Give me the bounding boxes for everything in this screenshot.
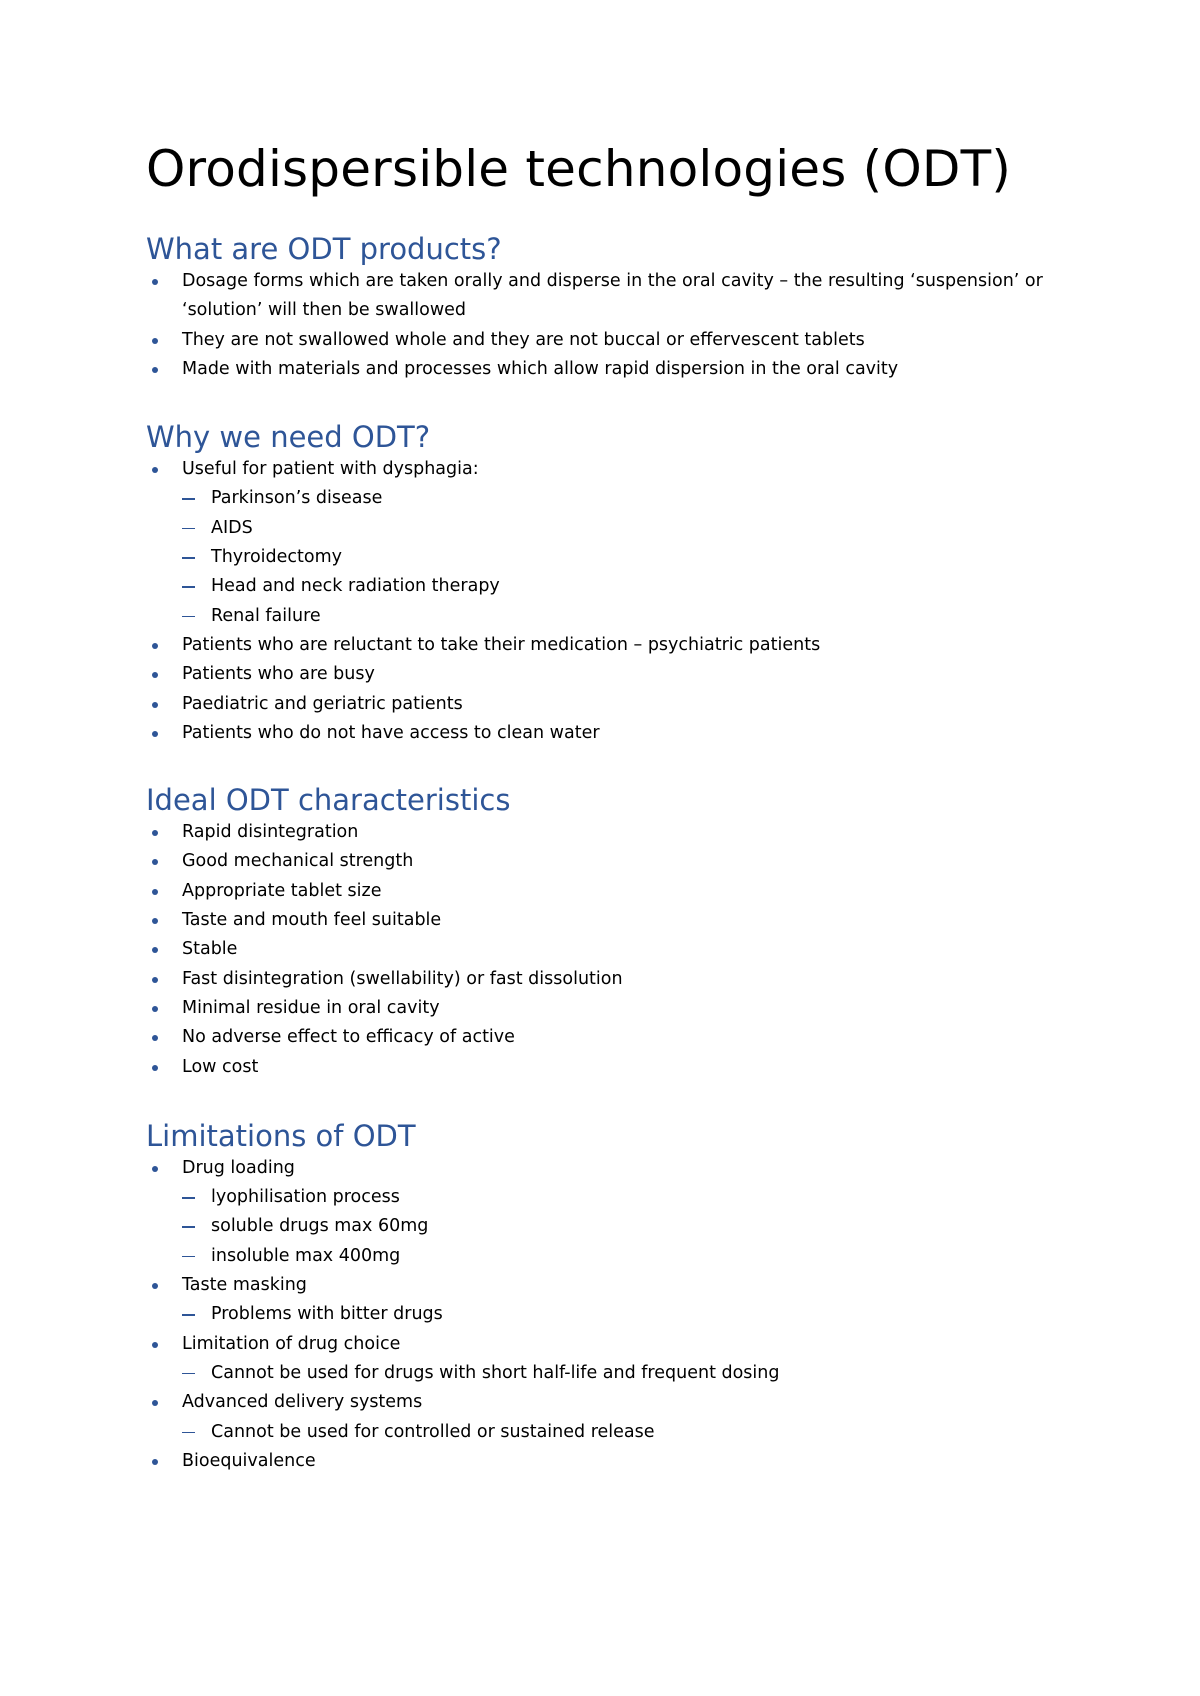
sub-item bbox=[182, 514, 1066, 543]
bullet-item bbox=[146, 690, 1066, 719]
bullet-item bbox=[146, 660, 1066, 689]
sub-item-text: Head and neck radiation therapy bbox=[211, 576, 500, 597]
bullet-text: Drug loading bbox=[182, 1157, 295, 1178]
bullet-item bbox=[146, 455, 1066, 631]
sub-item bbox=[182, 572, 1066, 601]
bullet-text: Dosage forms which are taken orally and disperse in the oral cavity – the resulting ‘suspension’ or ‘solution’ will then be swallowed bbox=[182, 271, 1043, 321]
bullet-list bbox=[146, 455, 1066, 748]
bullet-text: Advanced delivery systems bbox=[182, 1392, 423, 1413]
sub-item-text: AIDS bbox=[211, 517, 253, 538]
bullet-dot-icon bbox=[152, 1166, 158, 1172]
bullet-text: Good mechanical strength bbox=[182, 851, 414, 872]
bullet-text: Stable bbox=[182, 939, 238, 960]
sub-item bbox=[182, 1242, 1066, 1271]
bullet-item bbox=[146, 1271, 1066, 1330]
bullet-item bbox=[146, 906, 1066, 935]
sub-item bbox=[182, 1212, 1066, 1241]
bullet-text: They are not swallowed whole and they are not buccal or effervescent tablets bbox=[182, 329, 865, 350]
bullet-text: Appropriate tablet size bbox=[182, 880, 382, 901]
bullet-dot-icon bbox=[152, 338, 158, 344]
section-heading: What are ODT products? bbox=[146, 232, 502, 266]
bullet-item bbox=[146, 1447, 1066, 1476]
bullet-dot-icon bbox=[152, 467, 158, 473]
sub-item bbox=[182, 1359, 1066, 1388]
bullet-item bbox=[146, 631, 1066, 660]
sub-item bbox=[182, 484, 1066, 513]
sub-item-text: insoluble max 400mg bbox=[211, 1245, 401, 1266]
bullet-dot-icon bbox=[152, 731, 158, 737]
bullet-item bbox=[146, 326, 1066, 355]
sub-item bbox=[182, 1418, 1066, 1447]
bullet-item bbox=[146, 355, 1066, 384]
bullet-list bbox=[146, 1154, 1066, 1476]
bullet-text: No adverse effect to efficacy of active bbox=[182, 1027, 515, 1048]
sub-item-text: Parkinson’s disease bbox=[211, 488, 383, 509]
bullet-item bbox=[146, 1330, 1066, 1389]
bullet-dot-icon bbox=[152, 889, 158, 895]
bullet-list bbox=[146, 267, 1066, 384]
bullet-list bbox=[146, 818, 1066, 1082]
sub-list bbox=[182, 1418, 1066, 1447]
bullet-dot-icon bbox=[152, 918, 158, 924]
sub-item-text: Cannot be used for controlled or sustained release bbox=[211, 1421, 655, 1442]
sub-item bbox=[182, 543, 1066, 572]
bullet-text: Limitation of drug choice bbox=[182, 1333, 401, 1354]
sub-list bbox=[182, 484, 1066, 630]
bullet-dot-icon bbox=[152, 1400, 158, 1406]
bullet-text: Low cost bbox=[182, 1056, 259, 1077]
sub-item bbox=[182, 1300, 1066, 1329]
section-heading: Limitations of ODT bbox=[146, 1118, 416, 1153]
bullet-dot-icon bbox=[152, 1035, 158, 1041]
sub-item bbox=[182, 602, 1066, 631]
bullet-dot-icon bbox=[152, 367, 158, 373]
dash-icon bbox=[182, 1197, 195, 1199]
section-heading: Ideal ODT characteristics bbox=[146, 783, 511, 818]
bullet-text: Bioequivalence bbox=[182, 1450, 316, 1471]
section-1 bbox=[146, 231, 1066, 384]
bullet-item bbox=[146, 1053, 1066, 1082]
sub-item-text: Problems with bitter drugs bbox=[211, 1304, 443, 1325]
bullet-dot-icon bbox=[152, 1459, 158, 1465]
sub-item-text: lyophilisation process bbox=[211, 1187, 400, 1208]
section-2 bbox=[146, 419, 1066, 748]
bullet-item bbox=[146, 935, 1066, 964]
bullet-item bbox=[146, 1023, 1066, 1052]
bullet-text: Paediatric and geriatric patients bbox=[182, 693, 463, 714]
bullet-item bbox=[146, 1154, 1066, 1271]
bullet-dot-icon bbox=[152, 672, 158, 678]
sub-list bbox=[182, 1183, 1066, 1271]
bullet-dot-icon bbox=[152, 643, 158, 649]
bullet-item bbox=[146, 1388, 1066, 1447]
sub-item bbox=[182, 1183, 1066, 1212]
bullet-text: Made with materials and processes which allow rapid dispersion in the oral cavity bbox=[182, 358, 899, 379]
document-title: Orodispersible technologies (ODT) bbox=[146, 140, 1012, 198]
sub-item-text: Cannot be used for drugs with short half-life and frequent dosing bbox=[211, 1362, 780, 1383]
bullet-text: Patients who do not have access to clean water bbox=[182, 722, 600, 743]
bullet-text: Rapid disintegration bbox=[182, 822, 359, 843]
bullet-text: Minimal residue in oral cavity bbox=[182, 997, 440, 1018]
document-body bbox=[146, 231, 1066, 1476]
section-3 bbox=[146, 782, 1066, 1082]
bullet-dot-icon bbox=[152, 1065, 158, 1071]
bullet-dot-icon bbox=[152, 702, 158, 708]
dash-icon bbox=[182, 616, 195, 618]
bullet-dot-icon bbox=[152, 279, 158, 285]
dash-icon bbox=[182, 1256, 195, 1258]
bullet-item bbox=[146, 847, 1066, 876]
bullet-dot-icon bbox=[152, 1006, 158, 1012]
dash-icon bbox=[182, 1314, 195, 1316]
bullet-item bbox=[146, 818, 1066, 847]
dash-icon bbox=[182, 528, 195, 530]
bullet-text: Patients who are busy bbox=[182, 664, 375, 685]
bullet-text: Fast disintegration (swellability) or fast dissolution bbox=[182, 968, 623, 989]
bullet-item bbox=[146, 267, 1066, 326]
bullet-dot-icon bbox=[152, 947, 158, 953]
dash-icon bbox=[182, 1432, 195, 1434]
bullet-item bbox=[146, 994, 1066, 1023]
bullet-dot-icon bbox=[152, 830, 158, 836]
bullet-text: Taste masking bbox=[182, 1275, 307, 1296]
dash-icon bbox=[182, 1226, 195, 1228]
dash-icon bbox=[182, 498, 195, 500]
dash-icon bbox=[182, 586, 195, 588]
bullet-text: Useful for patient with dysphagia: bbox=[182, 459, 479, 480]
section-4 bbox=[146, 1118, 1066, 1476]
bullet-text: Taste and mouth feel suitable bbox=[182, 910, 442, 931]
bullet-item bbox=[146, 965, 1066, 994]
document-page bbox=[146, 138, 1066, 1476]
section-heading: Why we need ODT? bbox=[146, 420, 431, 455]
bullet-item bbox=[146, 719, 1066, 748]
sub-list bbox=[182, 1359, 1066, 1388]
sub-list bbox=[182, 1300, 1066, 1329]
bullet-dot-icon bbox=[152, 859, 158, 865]
bullet-dot-icon bbox=[152, 1283, 158, 1289]
dash-icon bbox=[182, 557, 195, 559]
sub-item-text: Thyroidectomy bbox=[211, 547, 342, 568]
bullet-dot-icon bbox=[152, 977, 158, 983]
sub-item-text: soluble drugs max 60mg bbox=[211, 1216, 429, 1237]
bullet-item bbox=[146, 877, 1066, 906]
bullet-text: Patients who are reluctant to take their medication – psychiatric patients bbox=[182, 634, 821, 655]
dash-icon bbox=[182, 1373, 195, 1375]
sub-item-text: Renal failure bbox=[211, 605, 321, 626]
bullet-dot-icon bbox=[152, 1342, 158, 1348]
